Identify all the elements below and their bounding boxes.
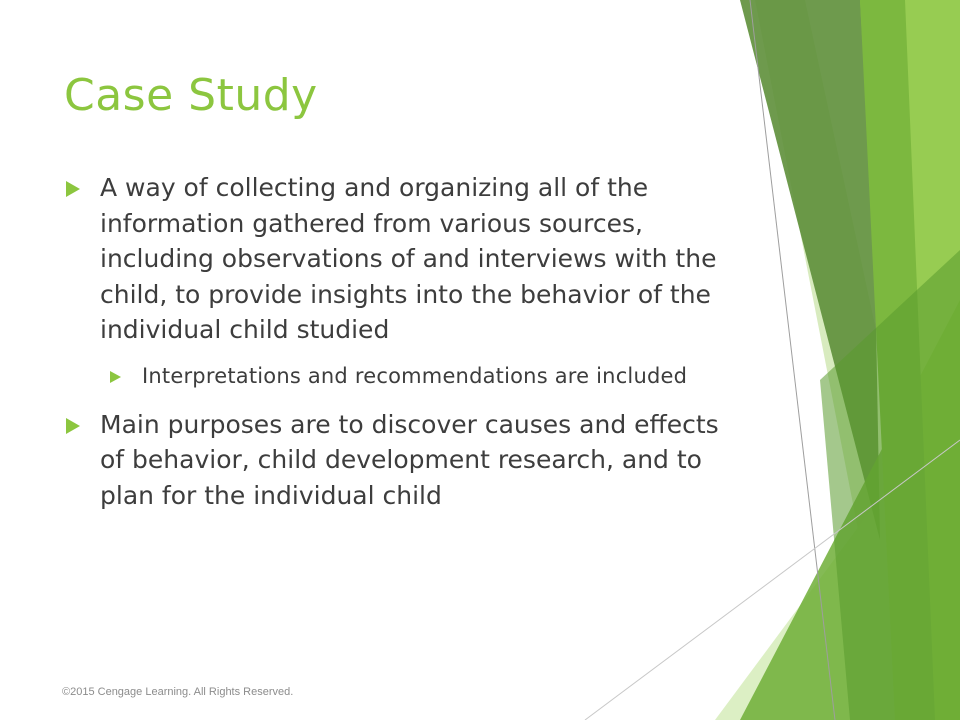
arrow-right-triangle-icon bbox=[66, 181, 80, 197]
bullet-list bbox=[64, 170, 724, 525]
sub-bullet-item bbox=[108, 360, 724, 393]
bullet-item bbox=[64, 407, 724, 514]
arrow-right-triangle-icon bbox=[110, 371, 121, 383]
bullet-text: A way of collecting and organizing all of the information gathered from various sources, including observations of and interviews with the child, to provide insights into the behavior of the individual child studied bbox=[100, 173, 717, 344]
bullet-text: Main purposes are to discover causes and effects of behavior, child development research, and to plan for the individual child bbox=[100, 409, 719, 510]
arrow-right-triangle-icon bbox=[66, 418, 80, 434]
bullet-item bbox=[64, 170, 724, 348]
sub-bullet-text: Interpretations and recommendations are included bbox=[142, 363, 688, 388]
slide-title: Case Study bbox=[64, 70, 318, 121]
copyright-footer: ©2015 Cengage Learning. All Rights Reserved. bbox=[62, 686, 294, 698]
